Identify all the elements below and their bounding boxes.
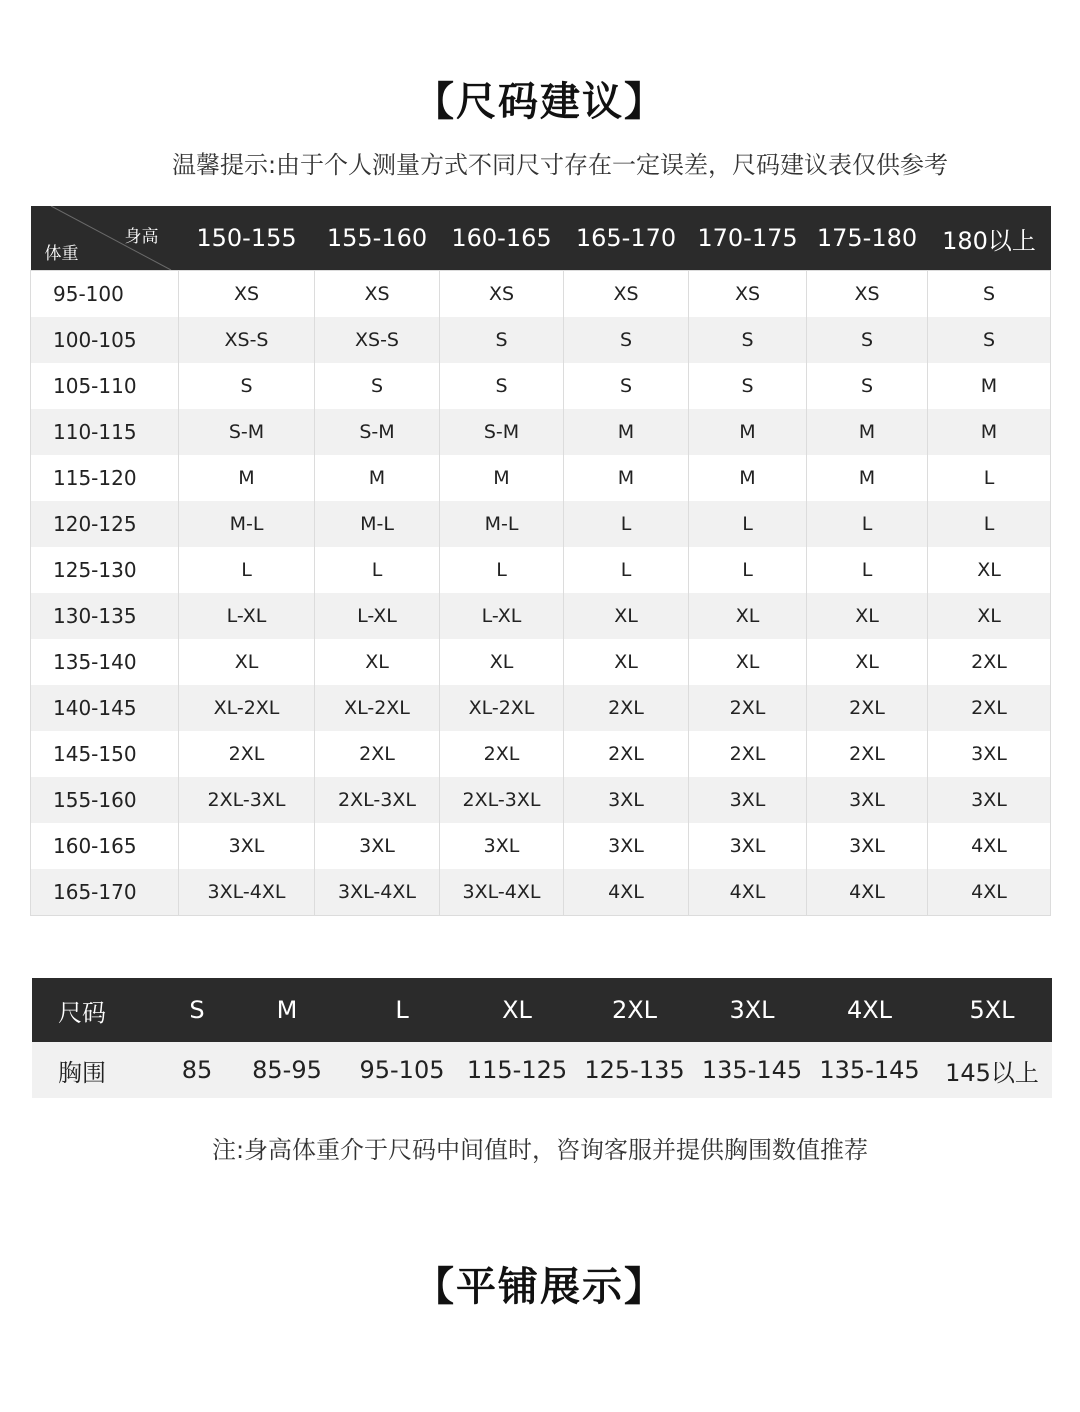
size-cell: L-XL <box>179 593 315 639</box>
size-cell: XS <box>179 271 315 318</box>
size-cell: XL <box>807 639 928 685</box>
size-cell: XS <box>315 271 440 318</box>
weight-cell: 145-150 <box>31 731 179 777</box>
corner-cell <box>31 206 179 271</box>
size-cell: XL <box>564 593 689 639</box>
size-cell: M <box>689 409 807 455</box>
size-cell: 2XL <box>440 731 564 777</box>
size-cell: S <box>982 283 996 305</box>
size-cell: 2XL <box>928 685 1051 731</box>
size-cell: L <box>689 547 807 593</box>
weight-cell: 110-115 <box>31 409 179 455</box>
size-cell: L <box>564 501 689 547</box>
size-cell: 3XL-4XL <box>315 869 440 916</box>
table-row <box>31 869 1051 916</box>
size-cell: 3XL <box>928 777 1051 823</box>
size-cell: XS-S <box>315 317 440 363</box>
size-cell: XL <box>179 639 315 685</box>
size-cell: 4XL <box>689 869 807 916</box>
size-cell: 3XL <box>807 777 928 823</box>
size-cell: 3XL <box>971 743 1007 765</box>
chest-cell: 125-135 <box>572 1042 697 1098</box>
table-row <box>31 363 1051 409</box>
size-header: XL <box>462 978 572 1042</box>
size-cell: XL <box>689 593 807 639</box>
size-cell: 4XL <box>928 869 1051 916</box>
size-header: S <box>162 978 232 1042</box>
size-cell: M <box>980 375 998 397</box>
weight-cell: 165-170 <box>31 869 179 916</box>
size-cell: S <box>928 317 1051 363</box>
size-cell: S <box>807 317 928 363</box>
table-row <box>31 271 1051 318</box>
size-cell: 2XL <box>315 731 440 777</box>
size-cell: XS-S <box>179 317 315 363</box>
weight-cell: 115-120 <box>31 455 179 501</box>
flat-display-title: 【平铺展示】 <box>414 1264 666 1310</box>
size-cell: L <box>983 467 995 489</box>
size-cell: S <box>315 363 440 409</box>
size-header: 4XL <box>807 978 932 1042</box>
size-cell: S <box>564 363 689 409</box>
size-cell: 3XL <box>564 823 689 869</box>
size-cell: XL <box>928 593 1051 639</box>
size-cell: XL <box>440 639 564 685</box>
size-cell: 2XL <box>971 651 1007 673</box>
size-cell: M <box>689 455 807 501</box>
size-cell: L <box>928 501 1051 547</box>
size-cell: XL <box>807 593 928 639</box>
size-header: 3XL <box>697 978 807 1042</box>
size-cell: L <box>689 501 807 547</box>
size-cell: M <box>807 455 928 501</box>
size-cell: 3XL-4XL <box>179 869 315 916</box>
height-header: 155-160 <box>315 206 440 271</box>
size-cell: 2XL <box>689 731 807 777</box>
size-cell: L <box>807 501 928 547</box>
weight-cell: 140-145 <box>31 685 179 731</box>
size-cell: 3XL <box>179 823 315 869</box>
chest-cell: 115-125 <box>462 1042 572 1098</box>
size-cell: XL-2XL <box>440 685 564 731</box>
size-cell: M <box>179 455 315 501</box>
size-cell: S <box>689 363 807 409</box>
size-cell: M-L <box>179 501 315 547</box>
measurement-tip: 温馨提示:由于个人测量方式不同尺寸存在一定误差，尺码建议表仅供参考 <box>171 151 949 179</box>
size-cell: S <box>440 317 564 363</box>
size-cell: 3XL <box>440 823 564 869</box>
size-cell: 3XL <box>807 823 928 869</box>
size-cell: M <box>928 409 1051 455</box>
size-cell: 2XL-3XL <box>179 777 315 823</box>
size-advice-title: 【尺码建议】 <box>414 79 666 125</box>
size-note: 注:身高体重介于尺码中间值时，咨询客服并提供胸围数值推荐 <box>211 1136 869 1164</box>
size-cell: S <box>440 363 564 409</box>
chest-cell: 135-145 <box>807 1042 932 1098</box>
size-table-header <box>31 206 1051 271</box>
size-cell: M-L <box>440 501 564 547</box>
weight-cell: 120-125 <box>31 501 179 547</box>
height-header: 165-170 <box>564 206 689 271</box>
size-cell: XL-2XL <box>179 685 315 731</box>
size-header: 5XL <box>932 978 1052 1042</box>
size-header: L <box>342 978 462 1042</box>
size-cell: L <box>564 547 689 593</box>
size-cell: XS <box>440 271 564 318</box>
height-header: 180以上 <box>928 206 1051 271</box>
size-cell: 2XL-3XL <box>315 777 440 823</box>
weight-cell: 155-160 <box>31 777 179 823</box>
table-row <box>31 777 1051 823</box>
table-row <box>31 639 1051 685</box>
table-row <box>31 823 1051 869</box>
chest-cell: 95-105 <box>342 1042 462 1098</box>
size-cell: S <box>689 317 807 363</box>
size-cell: 3XL <box>689 823 807 869</box>
size-cell: S <box>807 363 928 409</box>
table-row <box>31 455 1051 501</box>
chest-size-table <box>32 978 1052 1098</box>
size-cell: 3XL <box>564 777 689 823</box>
table-row <box>31 317 1051 363</box>
table-row <box>31 547 1051 593</box>
size-cell: XL <box>689 639 807 685</box>
chest-row-label: 胸围 <box>32 1042 162 1098</box>
chest-row <box>32 1042 1052 1098</box>
size-cell: 2XL <box>807 685 928 731</box>
weight-cell: 125-130 <box>31 547 179 593</box>
table-row <box>31 731 1051 777</box>
size-cell: XL <box>977 559 1001 581</box>
size-cell: M <box>315 455 440 501</box>
size-cell: M <box>564 455 689 501</box>
size-cell: 4XL <box>807 869 928 916</box>
chest-cell: 135-145 <box>697 1042 807 1098</box>
size-cell: 4XL <box>971 835 1007 857</box>
weight-cell: 105-110 <box>31 363 179 409</box>
size-cell: L <box>179 547 315 593</box>
size-cell: 2XL <box>807 731 928 777</box>
size-cell: 4XL <box>564 869 689 916</box>
size-cell: S-M <box>315 409 440 455</box>
size-cell: 3XL-4XL <box>440 869 564 916</box>
size-cell: 3XL <box>315 823 440 869</box>
size-cell: M <box>564 409 689 455</box>
weight-cell: 160-165 <box>31 823 179 869</box>
size-row-label: 尺码 <box>32 978 162 1042</box>
size-cell: M <box>807 409 928 455</box>
weight-cell: 130-135 <box>31 593 179 639</box>
size-cell: 2XL <box>689 685 807 731</box>
size-cell: L <box>440 547 564 593</box>
size-header: 2XL <box>572 978 697 1042</box>
size-cell: 2XL <box>179 731 315 777</box>
size-cell: M <box>440 455 564 501</box>
size-cell: 3XL <box>689 777 807 823</box>
height-header: 160-165 <box>440 206 564 271</box>
size-cell: L-XL <box>315 593 440 639</box>
size-cell: XS <box>564 271 689 318</box>
chest-cell: 145以上 <box>932 1042 1052 1098</box>
size-table-body <box>31 271 1051 916</box>
size-cell: S-M <box>179 409 315 455</box>
size-cell: L-XL <box>440 593 564 639</box>
size-cell: 2XL-3XL <box>440 777 564 823</box>
size-cell: S-M <box>440 409 564 455</box>
size-cell: XS <box>689 271 807 318</box>
size-cell: L <box>807 547 928 593</box>
size-cell: 2XL <box>564 685 689 731</box>
height-header: 170-175 <box>689 206 807 271</box>
size-recommendation-table <box>30 206 1051 916</box>
height-header: 175-180 <box>807 206 928 271</box>
weight-cell: 135-140 <box>31 639 179 685</box>
size-cell: XS <box>807 271 928 318</box>
size-cell: XL <box>315 639 440 685</box>
weight-axis-label: 体重 <box>44 244 79 264</box>
size-cell: S <box>564 317 689 363</box>
size-cell: M-L <box>315 501 440 547</box>
height-header: 150-155 <box>179 206 315 271</box>
weight-cell: 95-100 <box>31 271 179 318</box>
height-axis-label: 身高 <box>124 227 159 247</box>
size-cell: S <box>179 363 315 409</box>
size-cell: 2XL <box>564 731 689 777</box>
size-cell: XL <box>564 639 689 685</box>
table-row <box>31 685 1051 731</box>
size-cell: L <box>315 547 440 593</box>
size-cell: XL-2XL <box>315 685 440 731</box>
weight-cell: 100-105 <box>31 317 179 363</box>
table-row <box>31 501 1051 547</box>
table-row <box>31 409 1051 455</box>
table-row <box>31 593 1051 639</box>
size-header: M <box>232 978 342 1042</box>
chest-cell: 85 <box>162 1042 232 1098</box>
chest-table-header <box>32 978 1052 1042</box>
chest-cell: 85-95 <box>232 1042 342 1098</box>
